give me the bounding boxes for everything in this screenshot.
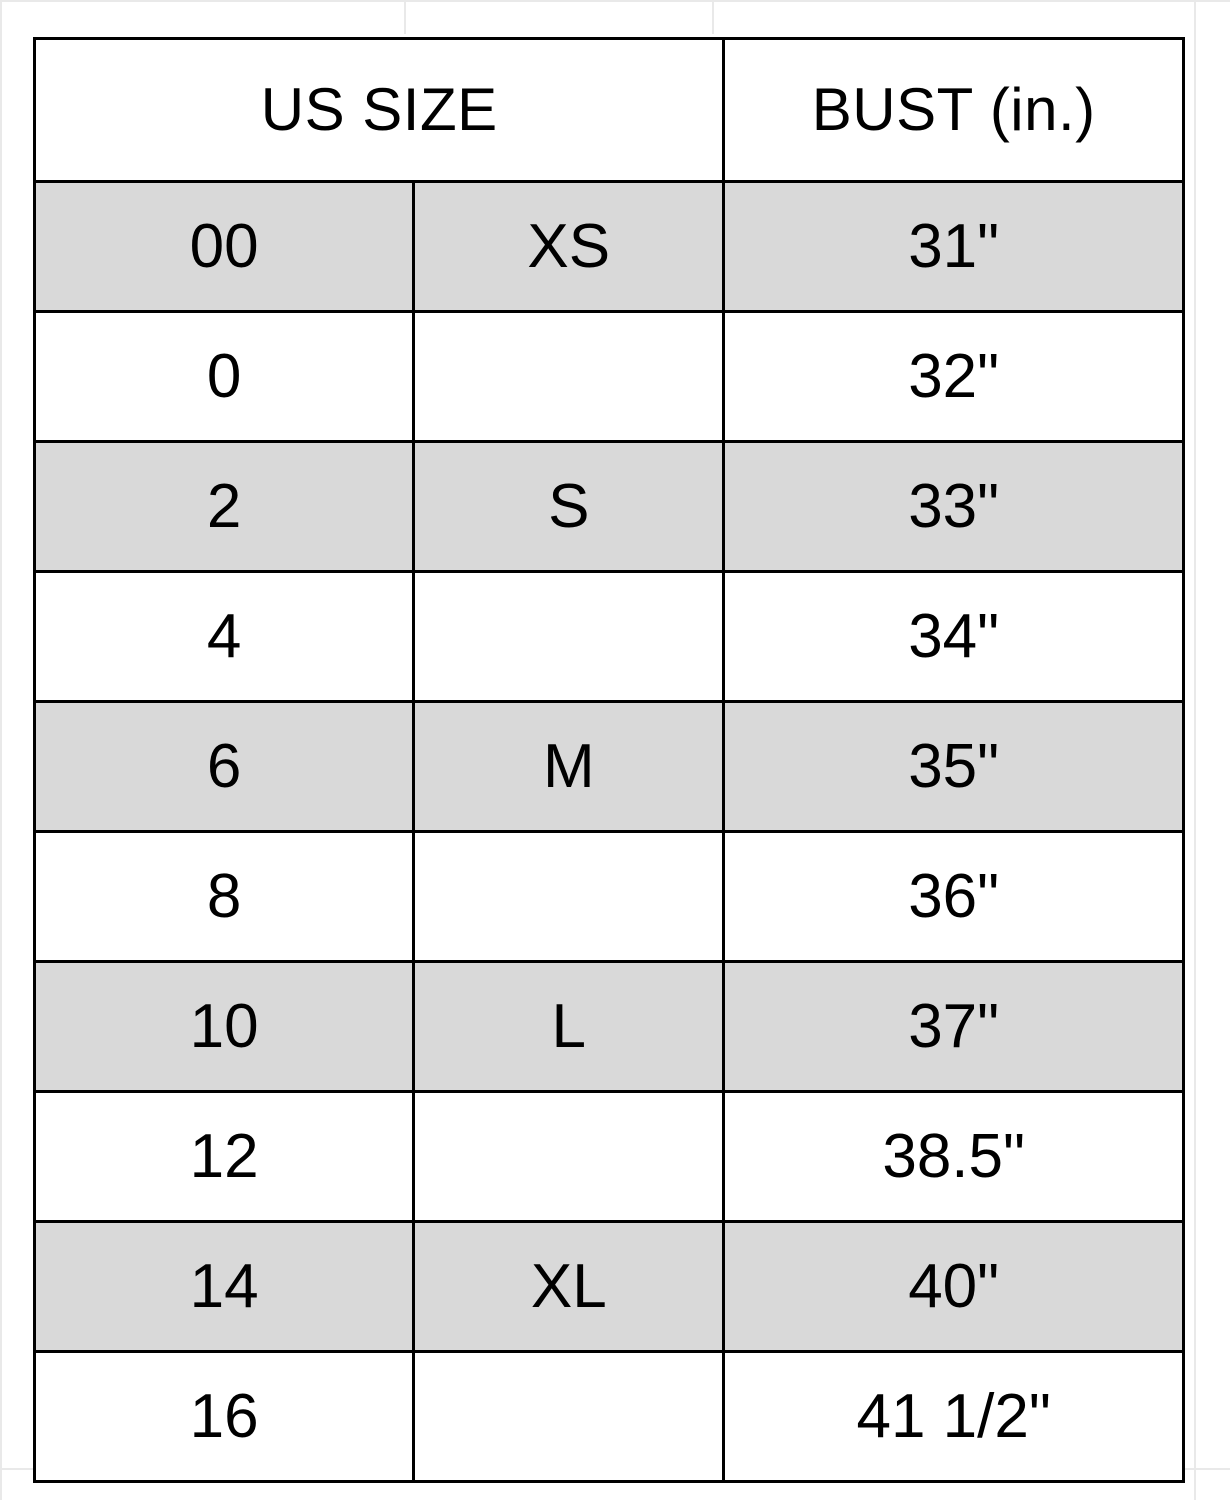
cell-letter-size [414,312,724,442]
cell-letter-size: XS [414,182,724,312]
cell-bust: 40" [724,1222,1184,1352]
table-header [35,39,1184,182]
cell-bust: 41 1/2" [724,1352,1184,1482]
column-header-us-size: US SIZE [35,39,724,182]
table-row [35,1092,1184,1222]
cell-us-size: 4 [35,572,414,702]
cell-us-size: 10 [35,962,414,1092]
cell-letter-size [414,832,724,962]
cell-letter-size: XL [414,1222,724,1352]
cell-us-size: 2 [35,442,414,572]
column-header-bust: BUST (in.) [724,39,1184,182]
table-row [35,312,1184,442]
cell-letter-size [414,1352,724,1482]
table-row [35,572,1184,702]
cell-bust: 33" [724,442,1184,572]
cell-letter-size [414,1092,724,1222]
cell-us-size: 6 [35,702,414,832]
cell-bust: 36" [724,832,1184,962]
cell-us-size: 8 [35,832,414,962]
grid-guide-left [0,0,2,1500]
table-row [35,962,1184,1092]
grid-guide-right [1194,0,1196,1500]
cell-bust: 34" [724,572,1184,702]
table-row [35,832,1184,962]
cell-letter-size [414,572,724,702]
grid-guide-top [0,0,1230,2]
cell-letter-size: M [414,702,724,832]
table-row [35,1352,1184,1482]
table-row [35,182,1184,312]
cell-us-size: 12 [35,1092,414,1222]
grid-guide-col-1 [404,0,406,34]
cell-us-size: 14 [35,1222,414,1352]
table-row [35,1222,1184,1352]
table-body [35,182,1184,1482]
cell-bust: 37" [724,962,1184,1092]
cell-bust: 31" [724,182,1184,312]
grid-guide-col-2 [712,0,714,34]
cell-us-size: 00 [35,182,414,312]
cell-bust: 32" [724,312,1184,442]
cell-bust: 38.5" [724,1092,1184,1222]
cell-letter-size: L [414,962,724,1092]
size-chart [33,37,1185,1462]
table-row [35,702,1184,832]
table-row [35,442,1184,572]
cell-bust: 35" [724,702,1184,832]
cell-us-size: 0 [35,312,414,442]
table-header-row [35,39,1184,182]
size-chart-table [33,37,1185,1483]
cell-letter-size: S [414,442,724,572]
cell-us-size: 16 [35,1352,414,1482]
